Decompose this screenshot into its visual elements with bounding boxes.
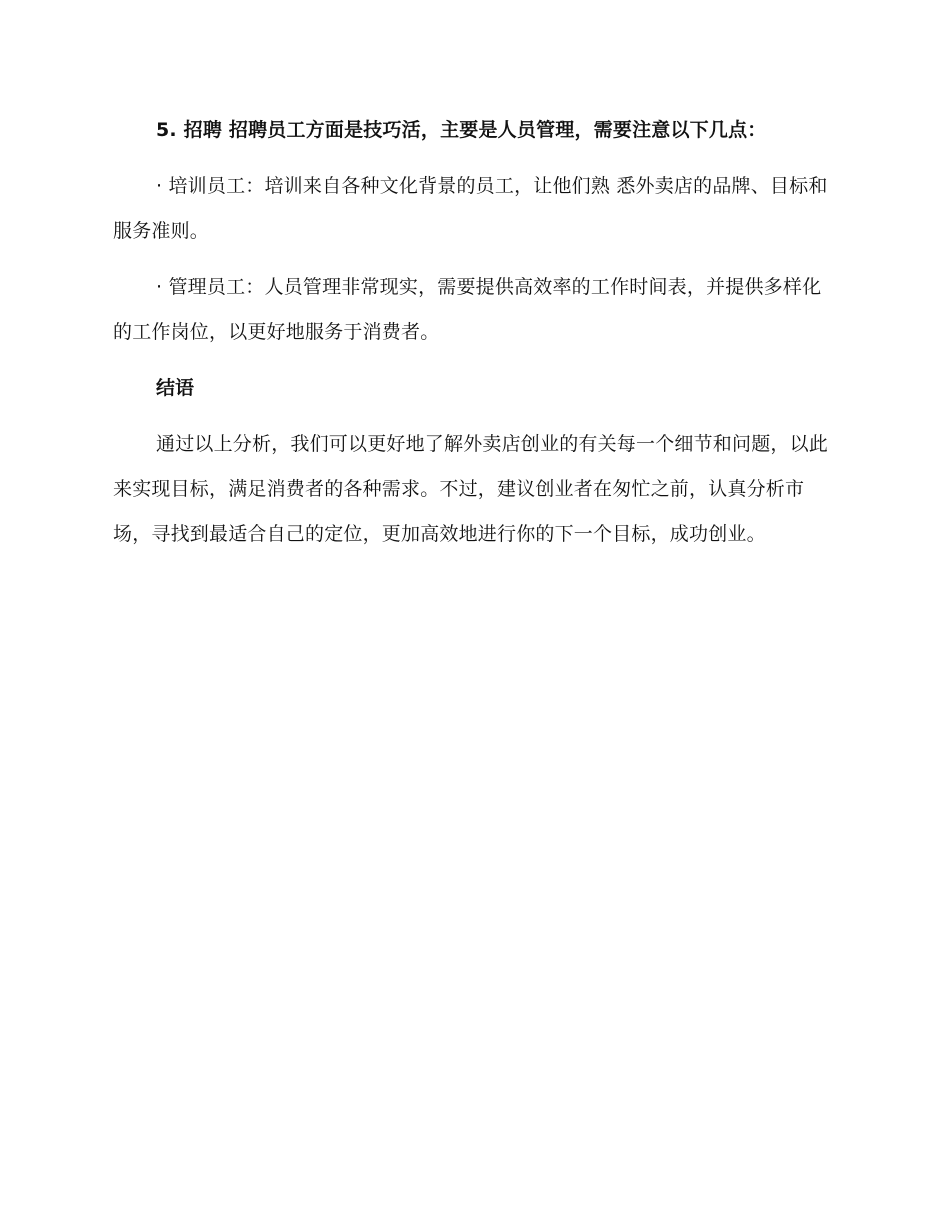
- conclusion-paragraph: 通过以上分析，我们可以更好地了解外卖店创业的有关每一个细节和问题，以此来实现目标，满足消费者的各种需求。不过，建议创业者在匆忙之前，认真分析市场，寻找到最适合自己的定位，更加高效地进行你的下一个目标，成功创业。: [113, 433, 829, 545]
- document-body: [113, 108, 833, 568]
- recruitment-heading: 5. 招聘 招聘员工方面是技巧活，主要是人员管理，需要注意以下几点：: [156, 119, 767, 141]
- conclusion-title: 结语: [156, 377, 195, 399]
- managing-staff-bullet: · 管理员工：人员管理非常现实，需要提供高效率的工作时间表，并提供多样化的工作岗位，以更好地服务于消费者。: [113, 276, 822, 343]
- training-staff-bullet: · 培训员工：培训来自各种文化背景的员工，让他们熟 悉外卖店的品牌、目标和服务准则。: [113, 175, 828, 242]
